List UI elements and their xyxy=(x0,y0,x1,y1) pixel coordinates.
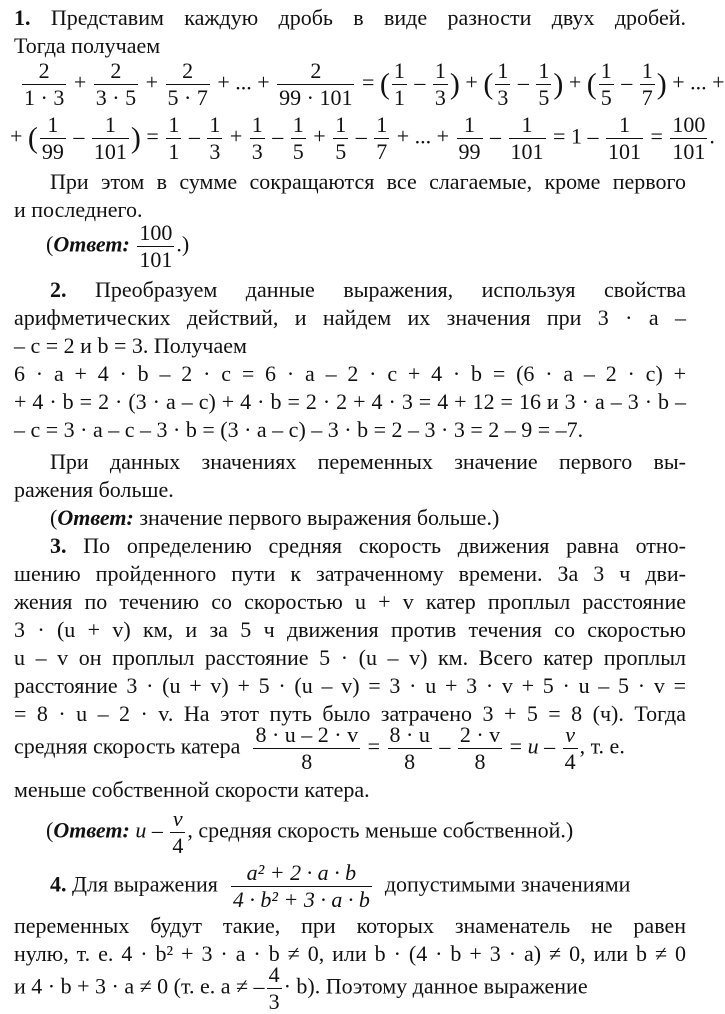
task3-line8: средняя скорость катера $\frac{8 \cdot u - 2 \cdot v}{8}$ = $\frac{8 \cdot u}{8}$ – $\frac{2 \cdot v}{8}$ = u – $\frac{v}{4}$ , т. е. xyxy=(14,722,625,774)
task3-line3: жения по течению со скоростью u + v катер проплыл расстояние xyxy=(14,589,686,614)
task4-line1: 4. Для выражения $\frac{\text{a² + 2 · a · b}}{\text{4 · b² + 3 · a · b}}$ допустимыми значениями xyxy=(50,860,631,912)
fraction: $\frac{1}{5}$ xyxy=(600,58,612,110)
task3-line1: 3. По определению средняя скорость движения равна отно- xyxy=(50,533,686,558)
task2-line3: – c = 2 и b = 3. Получаем xyxy=(14,333,247,358)
task1-note2: и последнего. xyxy=(14,197,143,222)
fraction: $\frac{1}{5}$ xyxy=(538,58,550,110)
task3-line2: шению пройденного пути к затраченному времени. За 3 ч дви- xyxy=(14,561,686,586)
task3-answer: (Ответ: u – $\frac{v}{4}$ , средняя скорость меньше собственной.) xyxy=(46,806,574,858)
task3-line7: = 8 · u – 2 · v. На этот путь было затрачено 3 + 5 = 8 (ч). Тогда xyxy=(14,701,686,726)
task4-line4: и 4 · b + 3 · a ≠ 0 (т. е. a ≠ – $\frac{4}{3}$ · b). Поэтому данное выражение xyxy=(14,962,588,1014)
task1-text1: Представим каждую дробь в виде разности двух дробей. xyxy=(50,5,687,30)
task1-line2: Тогда получаем xyxy=(14,33,161,58)
task2-line6: – c = 3 · a – c – 3 · b = (3 · a – c) – 3 · b = 2 – 3 · 3 = 2 – 9 = –7. xyxy=(14,417,584,442)
task1-equation1: $\frac{2}{1 \cdot 3}$ + $\frac{2}{3 \cdot 5}$ + $\frac{2}{5 \cdot 7}$ + ... + $\frac{2}{99 \cdot 101}$ = ( $\frac{1}{1}$ – $\frac{1}{3}$ ) + ( $\frac{1}{3}$ – $\frac{1}{5}$ ) + ( $\frac{1}{5}$ – $\frac{1}{7}$ ) + ... + xyxy=(24,58,725,110)
task1-number: 1. xyxy=(14,5,31,30)
fraction: $\frac{2}{5 \cdot 7}$ xyxy=(167,58,208,110)
ellipsis: + ... + xyxy=(217,69,270,95)
task3-line6: расстояние 3 · (u + v) + 5 · (u – v) = 3 · u + 3 · v + 5 · u – 5 · v = xyxy=(14,673,686,698)
task2-line2: арифметических действий, и найдем их значения при 3 · a – xyxy=(14,305,686,330)
fraction: $\frac{1}{101}$ xyxy=(93,112,127,164)
task2-line4: 6 · a + 4 · b – 2 · c = 6 · a – 2 · c + 4 · b = (6 · a – 2 · c) + xyxy=(14,361,686,386)
task3-line4: 3 · (u + v) км, и за 5 ч движения против течения со скоростью xyxy=(14,617,686,642)
fraction: $\frac{2}{99 \cdot 101}$ xyxy=(279,58,353,110)
task2-line7: При данных значениях переменных значение первого вы- xyxy=(50,449,686,474)
fraction: $\frac{1}{99}$ xyxy=(41,112,64,164)
task2-answer: (Ответ: значение первого выражения больше.) xyxy=(50,505,500,530)
top-edge xyxy=(0,0,700,3)
task1-answer: (Ответ: $\frac{100}{101}$ .) xyxy=(46,220,190,272)
task2-line5: + 4 · b = 2 · (3 · a – c) + 4 · b = 2 · 2 + 4 · 3 = 4 + 12 = 16 и 3 · a – 3 · b – xyxy=(14,389,686,414)
task1-equation2: + ( $\frac{1}{99}$ – $\frac{1}{101}$ ) = $\frac{1}{1}$ – $\frac{1}{3}$ + $\frac{1}{3}$ – $\frac{1}{5}$ + $\frac{1}{5}$ – $\frac{1}{7}$ + ... + $\frac{1}{99}$ – $\frac{1}{101}$ = 1 – $\frac{1}{101}$ = $\frac{100}{101}$ . xyxy=(10,112,715,164)
task1-line1 xyxy=(14,4,686,32)
task2-line1: 2. Преобразуем данные выражения, используя свойства xyxy=(50,277,686,302)
task2-line8: ражения больше. xyxy=(14,477,174,502)
task4-line2: переменных будут такие, при которых знаменатель не равен xyxy=(14,913,686,938)
fraction: $\frac{1}{1}$ xyxy=(393,58,405,110)
fraction: $\frac{1}{3}$ xyxy=(434,58,446,110)
task3-line9: меньше собственной скорости катера. xyxy=(14,777,370,802)
fraction: $\frac{1}{3}$ xyxy=(497,58,509,110)
task3-line5: u – v он проплыл расстояние 5 · (u – v) км. Всего катер проплыл xyxy=(14,645,686,670)
fraction: $\frac{2}{3 \cdot 5}$ xyxy=(95,58,137,110)
task1-note1: При этом в сумме сокращаются все слагаемые, кроме первого xyxy=(50,169,686,194)
fraction: $\frac{1}{7}$ xyxy=(641,58,653,110)
task4-line3: нулю, т. е. 4 · b² + 3 · a · b ≠ 0, или b · (4 · b + 3 · a) ≠ 0, или b ≠ 0 xyxy=(14,941,686,966)
fraction: $\frac{2}{1 \cdot 3}$ xyxy=(24,58,65,110)
